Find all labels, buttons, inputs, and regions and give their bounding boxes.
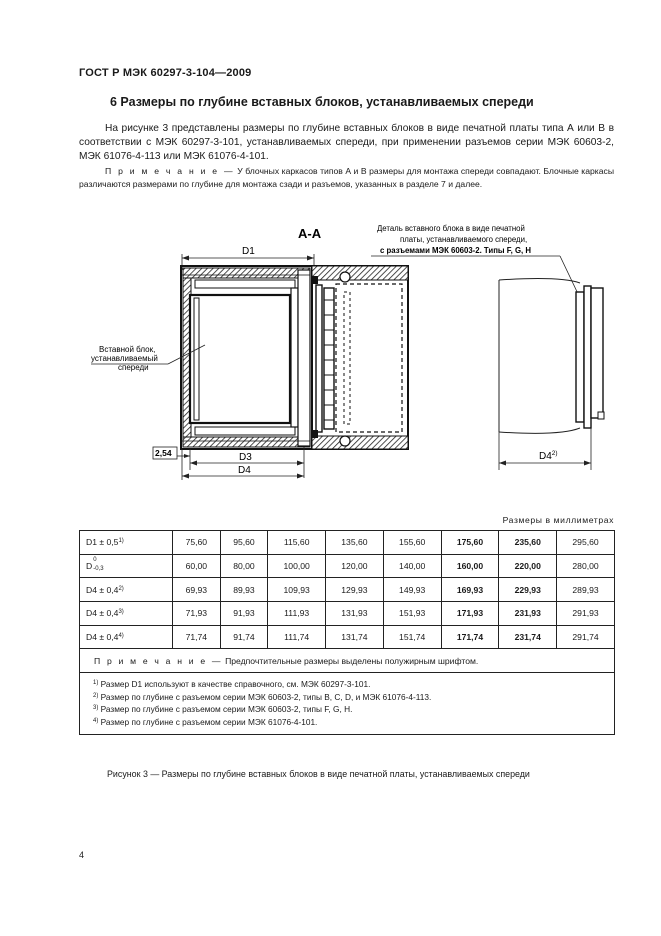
footnote: $^{4)}$ Размер по глубине с разъемом серии МЭК 61076-4-101. [93,716,318,727]
table-row [80,578,615,602]
table-cell: 89,93 [220,578,268,602]
table-cell: 100,00 [268,554,326,578]
table-footnotes-row [80,673,615,735]
table-cell: 91,74 [220,625,268,649]
table-cell: 69,93 [173,578,221,602]
row-label: $D1 \pm 0,5^{1)}$ [80,531,173,555]
subrack-section [181,266,312,449]
row-label: $D4 \pm 0,4^{3)}$ [80,602,173,626]
callout-line-2: платы, устанавливаемого спереди, [400,235,528,244]
table-row [80,554,615,578]
table-cell: 91,93 [220,602,268,626]
table-cell-preferred: 175,60 [441,531,499,555]
table-cell: 95,60 [220,531,268,555]
section-label: А-А [298,226,322,241]
figure-caption: Рисунок 3 — Размеры по глубине вставных блоков в виде печатной платы, устанавливаемых спереди [107,769,530,779]
table-cell-preferred: 231,74 [499,625,557,649]
table-cell: 75,60 [173,531,221,555]
table-note: П р и м е ч а н и е — Предпочтительные размеры выделены полужирным шрифтом. [80,649,615,673]
table-cell: 135,60 [326,531,384,555]
table-cell-preferred: 220,00 [499,554,557,578]
table-cell: 120,00 [326,554,384,578]
dim-d3-label: D3 [239,452,252,463]
table-footnotes [80,673,615,735]
callout-line-1: Деталь вставного блока в виде печатной [377,224,525,233]
table-cell-preferred: 171,93 [441,602,499,626]
table-cell: 149,93 [383,578,441,602]
svg-text:D42) [539,450,558,462]
table-cell: 289,93 [557,578,615,602]
plugin-label-3: спереди [118,363,149,372]
dimension-2-54 [153,447,190,470]
table-cell-preferred: 229,93 [499,578,557,602]
table-cell: 131,74 [326,625,384,649]
table-cell: 60,00 [173,554,221,578]
table-cell: 280,00 [557,554,615,578]
dim-d4-detail-label: D4 [539,451,552,462]
table-cell-preferred: 231,93 [499,602,557,626]
table-cell: 131,93 [326,602,384,626]
row-label: D 0 -0,3 [80,554,173,578]
table-cell: 71,74 [173,625,221,649]
table-cell: 111,74 [268,625,326,649]
table-cell-preferred: 169,93 [441,578,499,602]
note-text: У блочных каркасов типов А и В размеры для монтажа спереди совпадают. Блочные каркасы различаются размерами по глубине для монтажа сзади и разъемов, указанных в разделе 7 и далее. [79,166,614,189]
table-cell-preferred: 235,60 [499,531,557,555]
table-cell: 155,60 [383,531,441,555]
footnote: $^{1)}$ Размер D1 используют в качестве справочного, см. МЭК 60297-3-101. [93,679,371,690]
units-label: Размеры в миллиметрах [502,515,614,525]
dim-d1-label: D1 [242,246,255,257]
body-paragraph-text: На рисунке 3 представлены размеры по глубине вставных блоков в виде печатной платы типа А или В в соответствии с МЭК 60297-3-101, устанавливаемых спереди, при применении разъемов серии МЭК 60603-2, МЭК 61076-4-113 или МЭК 61076-4-101. [79,123,614,162]
page-number: 4 [79,850,85,860]
table-cell: 291,74 [557,625,615,649]
table-cell: 291,93 [557,602,615,626]
table-cell: 151,93 [383,602,441,626]
dimensions-table [79,530,615,735]
dim-d4-detail-sup: 2) [551,450,558,457]
table-cell: 295,60 [557,531,615,555]
table-cell: 129,93 [326,578,384,602]
table-cell: 115,60 [268,531,326,555]
dim-254-label: 2,54 [155,448,172,458]
table-cell: 111,93 [268,602,326,626]
table-cell: 80,00 [220,554,268,578]
table-note-row [80,649,615,673]
detail-view [371,224,604,470]
table-cell: 151,74 [383,625,441,649]
document-header: ГОСТ Р МЭК 60297-3-104—2009 [79,67,252,79]
table-cell-preferred: 160,00 [441,554,499,578]
footnote: $^{3)}$ Размер по глубине с разъемом серии МЭК 60603-2, типы F, G, H. [93,704,353,715]
table-row [80,531,615,555]
section-title: 6 Размеры по глубине вставных блоков, устанавливаемых спереди [110,95,534,109]
table-row [80,625,615,649]
plugin-label-2: устанавливаемый [91,354,158,363]
table-cell: 71,93 [173,602,221,626]
note-prefix: П р и м е ч а н и е — [105,166,235,176]
table-cell: 109,93 [268,578,326,602]
dim-d4-label: D4 [238,465,251,476]
table-row [80,602,615,626]
row-label: $D4 \pm 0,4^{4)}$ [80,625,173,649]
plugin-label-1: Вставной блок, [99,345,156,354]
footnote: $^{2)}$ Размер по глубине с разъемом серии МЭК 60603-2, типы B, C, D, и МЭК 61076-4-113. [93,691,432,702]
row-label: $D4 \pm 0,4^{2)}$ [80,578,173,602]
table-cell-preferred: 171,74 [441,625,499,649]
backplane-section [312,266,408,449]
table-cell: 140,00 [383,554,441,578]
callout-line-3: с разъемами МЭК 60603-2. Типы F, G, H [380,246,531,255]
